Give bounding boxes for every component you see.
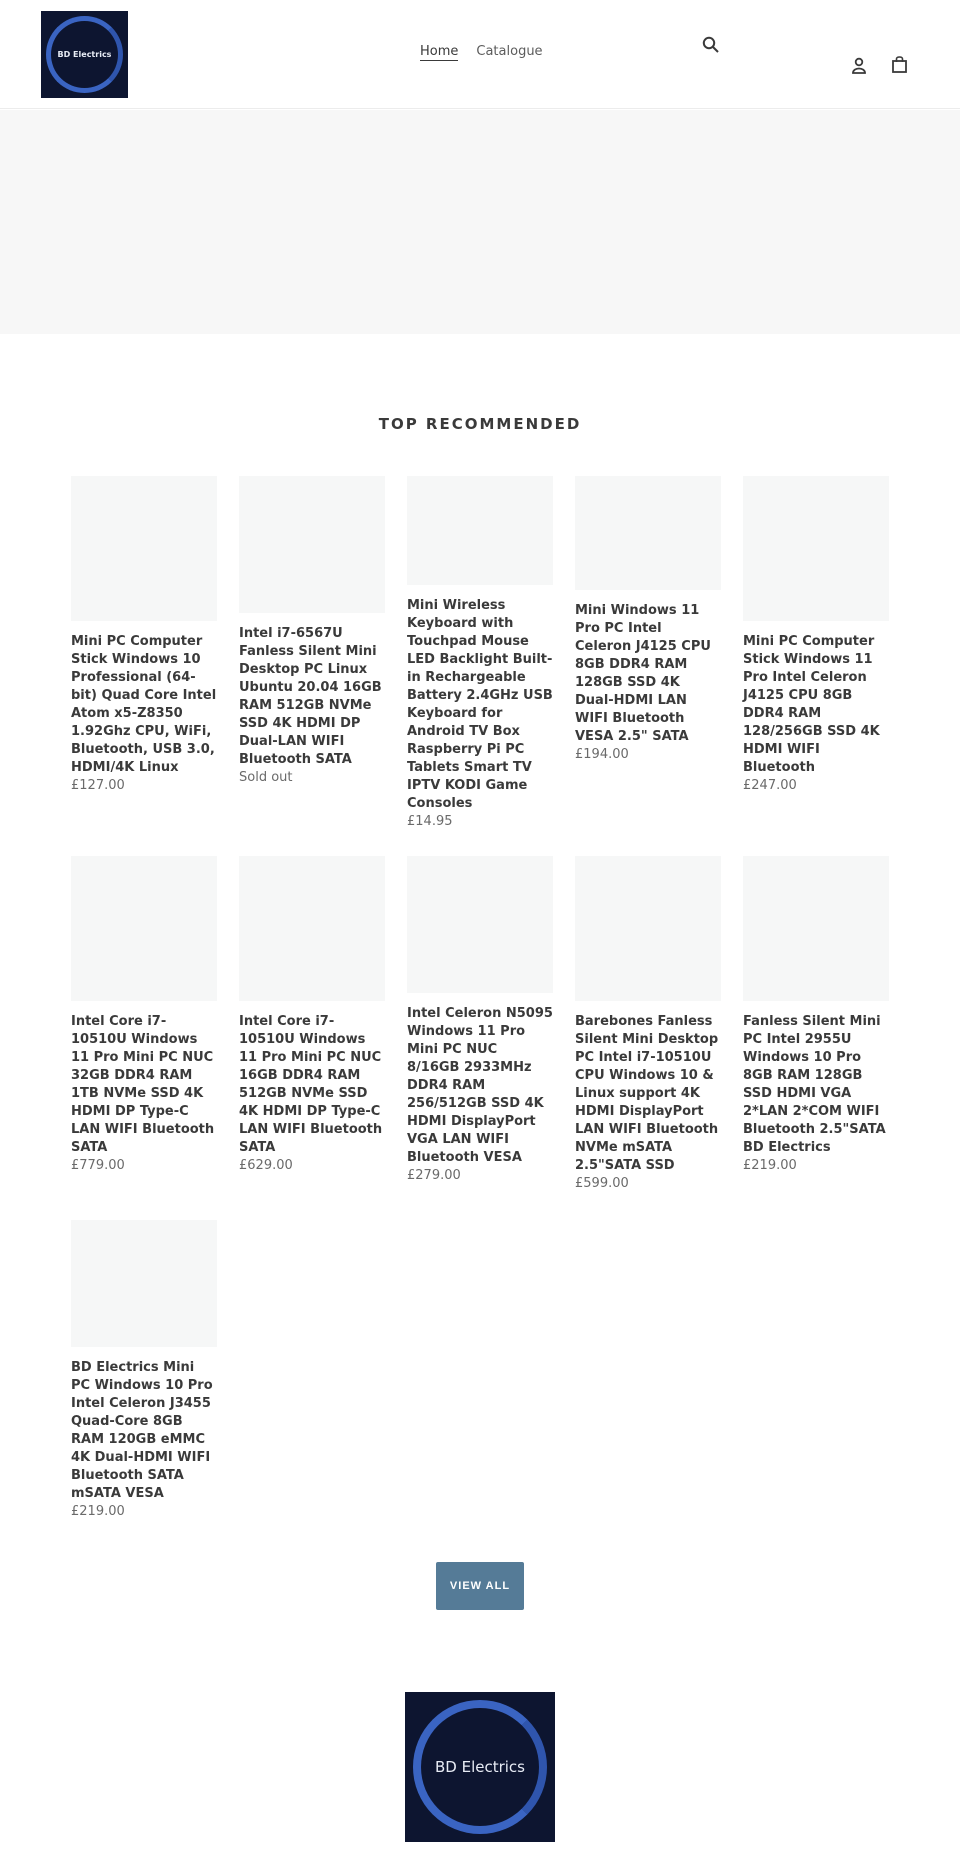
product-card[interactable] [239,476,385,787]
product-title[interactable]: Mini Windows 11 Pro PC Intel Celeron J4125 CPU 8GB DDR4 RAM 128GB SSD 4K Dual-HDMI LAN WIFI Bluetooth VESA 2.5" SATA [575,603,711,744]
product-image[interactable] [407,856,553,993]
product-card[interactable] [71,476,217,795]
footer-logo[interactable] [405,1692,555,1842]
product-price: £219.00 [743,1158,797,1173]
footer-logo-text: BD Electrics [434,1758,525,1776]
view-all-button[interactable]: VIEW ALL [436,1562,524,1610]
product-title[interactable]: Mini Wireless Keyboard with Touchpad Mouse LED Backlight Built-in Rechargeable Battery 2.4GHz USB Keyboard for Android TV Box Raspberry Pi PC Tablets Smart TV IPTV KODI Game Consoles [407,598,553,811]
product-image[interactable] [575,856,721,1001]
product-image[interactable] [239,856,385,1001]
product-price: £219.00 [71,1504,125,1519]
product-title[interactable]: Intel i7-6567U Fanless Silent Mini Desktop PC Linux Ubuntu 20.04 16GB RAM 512GB NVMe SSD 4K HDMI DP Dual-LAN WIFI Bluetooth SATA [239,626,382,767]
product-card[interactable] [71,1220,217,1521]
product-card[interactable] [407,476,553,831]
product-card[interactable] [575,476,721,764]
product-status: Sold out [239,770,293,785]
cart-icon[interactable] [891,56,908,78]
product-card[interactable] [575,856,721,1193]
product-image[interactable] [743,856,889,1001]
header-logo[interactable] [41,11,128,98]
product-card[interactable] [407,856,553,1185]
product-price: £279.00 [407,1168,461,1183]
logo-text: BD Electrics [57,50,112,59]
product-price: £629.00 [239,1158,293,1173]
product-price: £127.00 [71,778,125,793]
product-image[interactable] [239,476,385,613]
nav-catalogue[interactable]: Catalogue [476,44,543,59]
nav-home[interactable]: Home [420,44,459,59]
product-card[interactable] [239,856,385,1175]
product-image[interactable] [575,476,721,590]
search-icon[interactable] [702,36,720,58]
hero-banner [0,110,960,334]
product-image[interactable] [743,476,889,621]
product-price: £194.00 [575,747,629,762]
product-card[interactable] [743,856,889,1175]
product-title[interactable]: Fanless Silent Mini PC Intel 2955U Windows 10 Pro 8GB RAM 128GB SSD HDMI VGA 2*LAN 2*COM WIFI Bluetooth 2.5"SATA BD Electrics [743,1014,886,1155]
product-title[interactable]: Barebones Fanless Silent Mini Desktop PC Intel i7-10510U CPU Windows 10 & Linux support 4K HDMI DisplayPort LAN WIFI Bluetooth NVMe mSATA 2.5"SATA SSD [575,1014,719,1173]
account-icon[interactable] [851,57,867,79]
product-price: £779.00 [71,1158,125,1173]
product-title[interactable]: Intel Celeron N5095 Windows 11 Pro Mini PC NUC 8/16GB 2933MHz DDR4 RAM 256/512GB SSD 4K HDMI DisplayPort VGA LAN WIFI Bluetooth VESA [407,1006,553,1165]
product-image[interactable] [71,856,217,1001]
product-image[interactable] [71,1220,217,1347]
product-price: £14.95 [407,814,453,829]
product-card[interactable] [71,856,217,1175]
product-title[interactable]: Intel Core i7-10510U Windows 11 Pro Mini PC NUC 16GB DDR4 RAM 512GB NVMe SSD 4K HDMI DP Type-C LAN WIFI Bluetooth SATA [239,1014,383,1155]
section-title: TOP RECOMMENDED [378,415,582,433]
product-title[interactable]: Intel Core i7-10510U Windows 11 Pro Mini PC NUC 32GB DDR4 RAM 1TB NVMe SSD 4K HDMI DP Type-C LAN WIFI Bluetooth SATA [71,1014,215,1155]
product-image[interactable] [71,476,217,621]
product-title[interactable]: BD Electrics Mini PC Windows 10 Pro Intel Celeron J3455 Quad-Core 8GB RAM 120GB eMMC 4K Dual-HDMI WIFI Bluetooth SATA mSATA VESA [71,1360,213,1501]
product-title[interactable]: Mini PC Computer Stick Windows 10 Professional (64-bit) Quad Core Intel Atom x5-Z8350 1.92Ghz CPU, WiFi, Bluetooth, USB 3.0, HDMI/4K Linux [71,634,217,775]
product-price: £247.00 [743,778,797,793]
product-title[interactable]: Mini PC Computer Stick Windows 11 Pro Intel Celeron J4125 CPU 8GB DDR4 RAM 128/256GB SSD 4K HDMI WIFI Bluetooth [743,634,880,775]
product-image[interactable] [407,476,553,585]
product-price: £599.00 [575,1176,629,1191]
site-header [0,0,960,109]
product-card[interactable] [743,476,889,795]
main-nav [420,44,543,61]
